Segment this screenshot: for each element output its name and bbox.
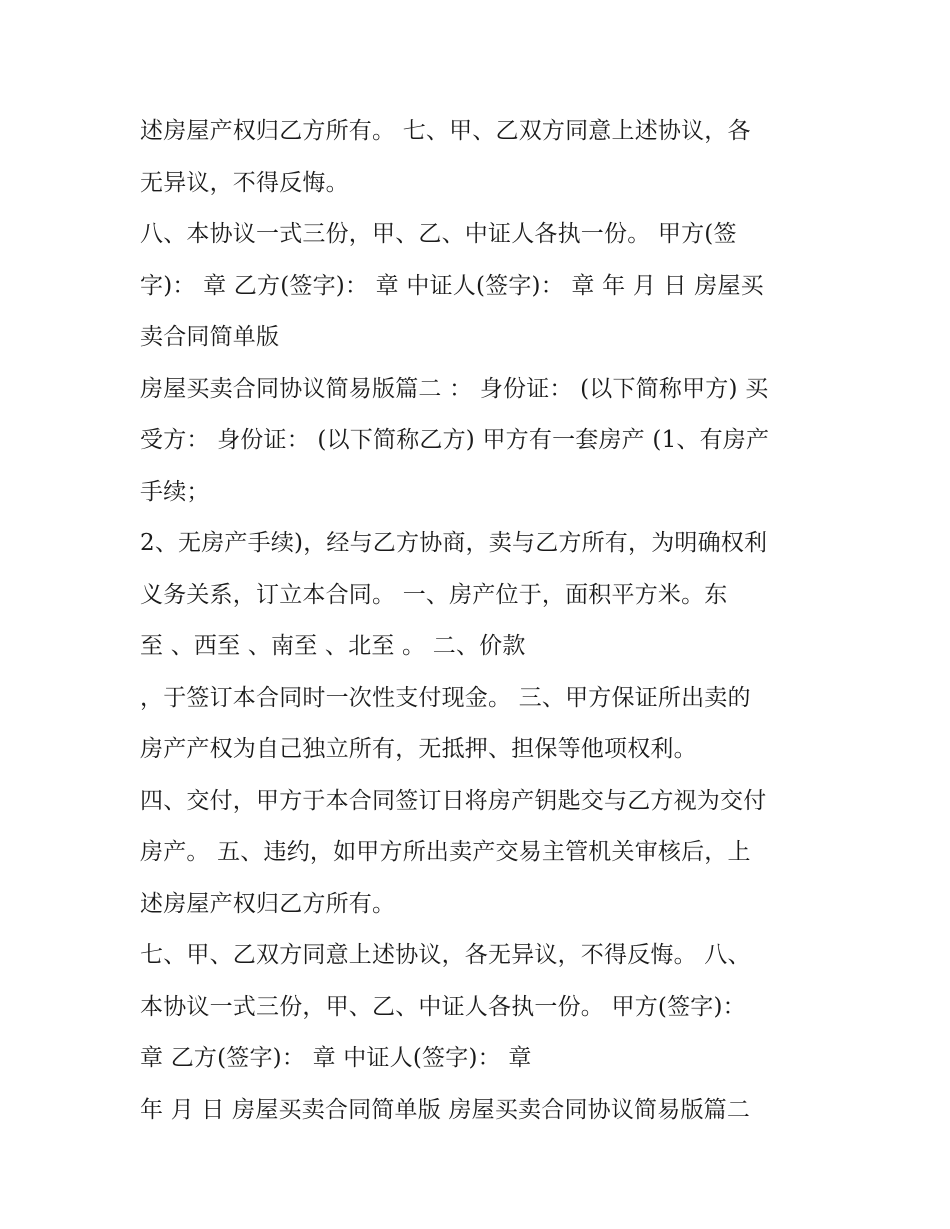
text-line: 四、交付，甲方于本合同签订日将房产钥匙交与乙方视为交付 bbox=[140, 787, 767, 814]
text-line: 字)： 章 乙方(签字)： 章 中证人(签字)： 章 年 月 日 房屋买 bbox=[140, 272, 764, 299]
text-line: 至 、西至 、南至 、北至 。 二、价款 bbox=[140, 633, 526, 659]
text-line: 八、本协议一式三份，甲、乙、中证人各执一份。 甲方(签 bbox=[140, 221, 737, 247]
text-line: ，于签订本合同时一次性支付现金。 三、甲方保证所出卖的 bbox=[140, 684, 751, 711]
text-line: 述房屋产权归乙方所有。 七、甲、乙双方同意上述协议，各 bbox=[140, 118, 751, 144]
text-line: 无异议，不得反悔。 bbox=[140, 169, 349, 196]
text-line: 述房屋产权归乙方所有。 bbox=[140, 890, 396, 917]
text-line: 2、无房产手续)，经与乙方协商，卖与乙方所有，为明确权利 bbox=[140, 530, 768, 556]
text-line: 房产产权为自己独立所有，无抵押、担保等他项权利。 bbox=[140, 736, 697, 762]
contract-text bbox=[140, 106, 820, 1136]
text-line: 本协议一式三份，甲、乙、中证人各执一份。 甲方(签字)： bbox=[140, 993, 746, 1020]
text-line: 卖合同简单版 bbox=[140, 324, 280, 350]
text-line: 房产。 五、违约，如甲方所出卖产交易主管机关审核后，上 bbox=[140, 839, 751, 865]
text-line: 七、甲、乙双方同意上述协议，各无异议，不得反悔。 八、 bbox=[140, 942, 751, 968]
text-line: 手续； bbox=[140, 478, 210, 505]
text-line: 义务关系，订立本合同。 一、房产位于，面积平方米。东 bbox=[140, 581, 728, 608]
text-line: 年 月 日 房屋买卖合同简单版 房屋买卖合同协议简易版篇二 bbox=[140, 1096, 751, 1123]
text-line: 房屋买卖合同协议简易版篇二 ： 身份证： (以下简称甲方) 买 bbox=[140, 375, 769, 402]
text-line: 受方： 身份证： (以下简称乙方) 甲方有一套房产 (1、有房产 bbox=[140, 427, 770, 453]
text-line: 章 乙方(签字)： 章 中证人(签字)： 章 bbox=[140, 1045, 532, 1071]
